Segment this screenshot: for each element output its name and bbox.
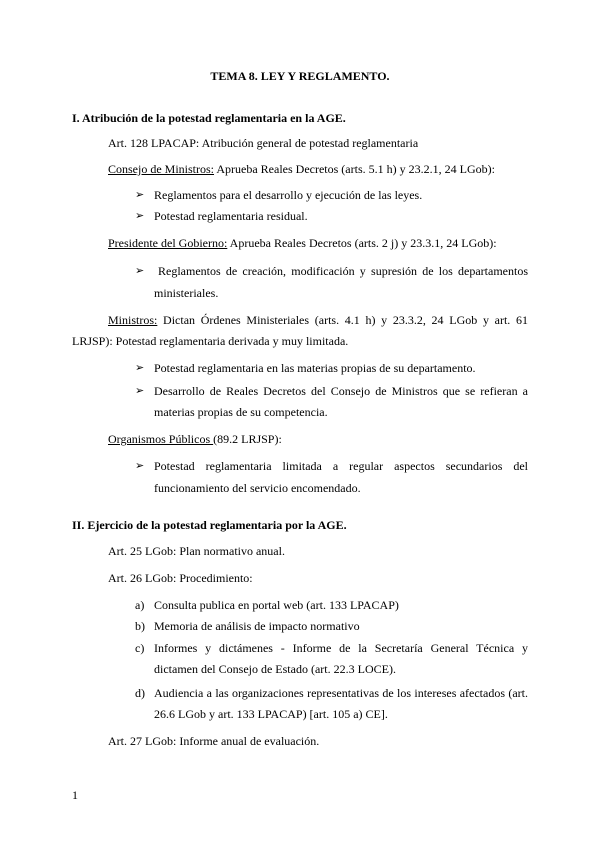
item-a-label: a) (135, 598, 145, 612)
presidente-text: Aprueba Reales Decretos (arts. 2 j) y 23.3.1, 24 LGob): (227, 236, 497, 250)
art-26-line: Art. 26 LGob: Procedimiento: (108, 571, 253, 585)
item-c-label: c) (135, 641, 145, 655)
ministros-line-2: LRJSP): Potestad reglamentaria derivada y muy limitada. (72, 334, 349, 348)
organismos-label: Organismos Públicos (108, 432, 214, 446)
arrow-bullet-icon: ➢ (135, 459, 145, 472)
item-c-line-1: Informes y dictámenes - Informe de la Secretaría General Técnica y (154, 641, 528, 655)
ministros-bullet-2-line-1: Desarrollo de Reales Decretos del Consejo de Ministros que se refieran a (154, 384, 528, 398)
art-25-line: Art. 25 LGob: Plan normativo anual. (108, 544, 285, 558)
item-b-label: b) (135, 619, 145, 633)
section-1-heading: I. Atribución de la potestad reglamentaria en la AGE. (72, 111, 346, 125)
consejo-label: Consejo de Ministros: (108, 162, 215, 176)
item-d-line-2: 26.6 LGob y art. 133 LPACAP) [art. 105 a) CE]. (154, 707, 388, 721)
art-27-line: Art. 27 LGob: Informe anual de evaluación. (108, 734, 320, 748)
item-b-text: Memoria de análisis de impacto normativo (154, 619, 360, 633)
organismos-bullet-line-1: Potestad reglamentaria limitada a regular aspectos secundarios del (154, 459, 528, 473)
arrow-bullet-icon: ➢ (135, 264, 145, 277)
consejo-bullet-2: Potestad reglamentaria residual. (154, 209, 308, 223)
art-128-line: Art. 128 LPACAP: Atribución general de potestad reglamentaria (108, 136, 419, 150)
consejo-text: Aprueba Reales Decretos (arts. 5.1 h) y 23.2.1, 24 LGob): (214, 162, 495, 176)
page-number: 1 (72, 788, 78, 802)
arrow-bullet-icon: ➢ (135, 188, 145, 201)
ministros-line-1 (108, 313, 528, 327)
presidente-bullet-line-2: ministeriales. (154, 286, 219, 300)
arrow-bullet-icon: ➢ (135, 361, 145, 374)
presidente-line (108, 236, 497, 250)
organismos-bullet-line-2: funcionamiento del servicio encomendado. (154, 481, 361, 495)
organismos-text: (89.2 LRJSP): (213, 432, 282, 446)
arrow-bullet-icon: ➢ (135, 209, 145, 222)
item-a-text: Consulta publica en portal web (art. 133 LPACAP) (154, 598, 399, 612)
item-c-line-2: dictamen del Consejo de Estado (art. 22.3 LOCE). (154, 662, 396, 676)
consejo-bullet-1: Reglamentos para el desarrollo y ejecución de las leyes. (154, 188, 423, 202)
presidente-bullet-line-1: Reglamentos de creación, modificación y supresión de los departamentos (158, 264, 528, 278)
organismos-line (108, 432, 282, 446)
ministros-label: Ministros: (108, 313, 158, 327)
item-d-line-1: Audiencia a las organizaciones representativas de los intereses afectados (art. (154, 686, 528, 700)
ministros-text: Dictan Órdenes Ministeriales (arts. 4.1 h) y 23.3.2, 24 LGob y art. 61 (157, 313, 528, 327)
consejo-line (108, 162, 495, 176)
ministros-bullet-2-line-2: materias propias de su competencia. (154, 405, 328, 419)
item-d-label: d) (135, 686, 145, 700)
ministros-bullet-1: Potestad reglamentaria en las materias propias de su departamento. (154, 361, 476, 375)
arrow-bullet-icon: ➢ (135, 384, 145, 397)
section-2-heading: II. Ejercicio de la potestad reglamentaria por la AGE. (72, 518, 347, 532)
presidente-label: Presidente del Gobierno: (108, 236, 228, 250)
document-title: TEMA 8. LEY Y REGLAMENTO. (210, 69, 390, 83)
